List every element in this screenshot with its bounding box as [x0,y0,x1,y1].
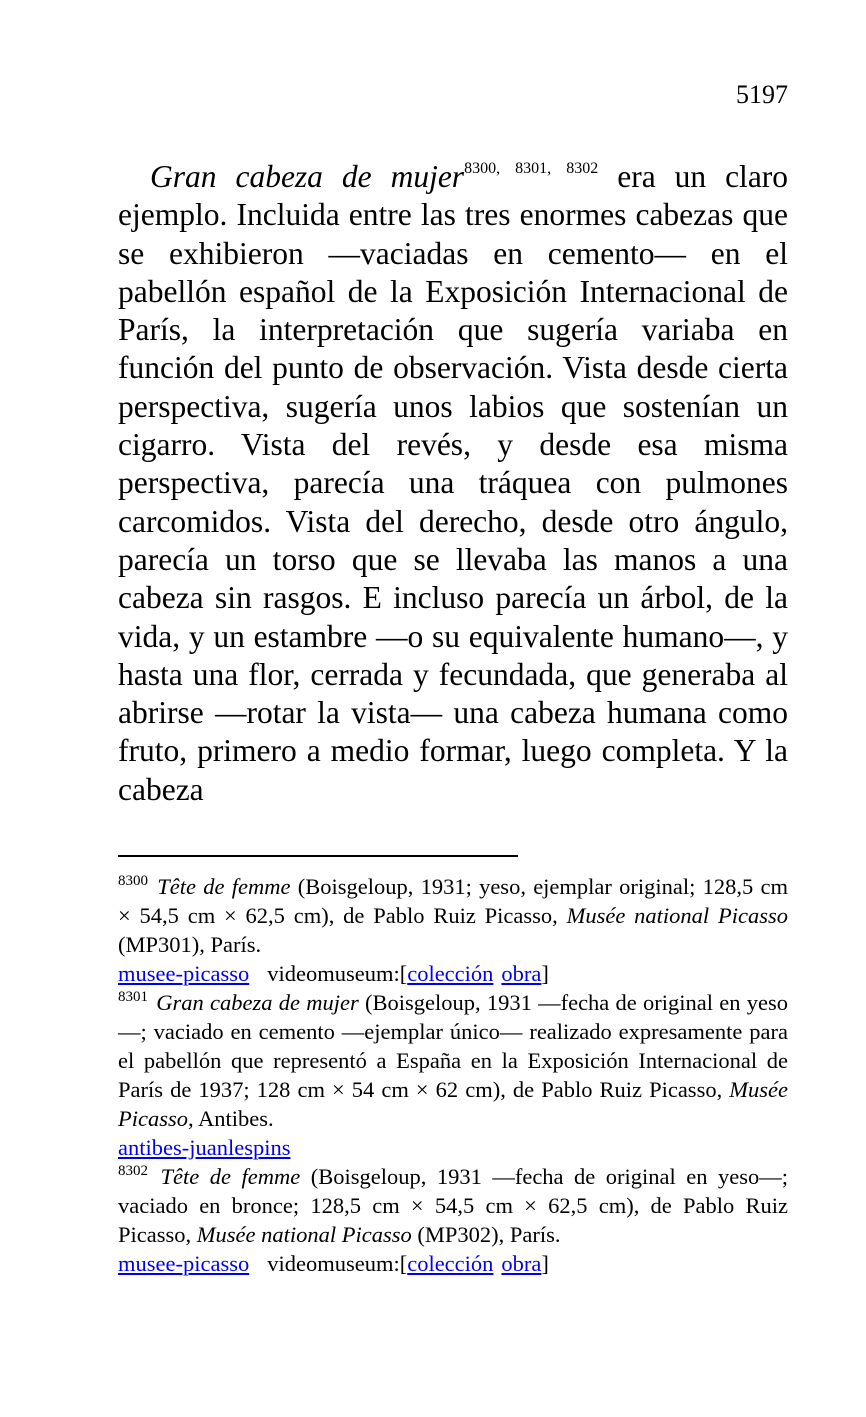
footnote-8300 [118,872,788,959]
link-obra[interactable]: obra [501,961,542,986]
footnote-links-8301 [118,1133,788,1162]
link-musee-picasso[interactable]: musee-picasso [118,961,250,986]
footnote-title: Gran cabeza de mujer [156,990,359,1015]
link-antibes-juanlespins[interactable]: antibes-juanlespins [118,1135,291,1160]
museum-name: Musée national Picasso [196,1222,412,1247]
bracket-close: ] [541,961,549,986]
museum-name: Musée national Picasso [566,903,788,928]
footnote-number: 8300 [118,873,148,889]
footnotes [118,872,788,1278]
footnote-refs[interactable]: 8300, 8301, 8302 [464,160,599,177]
bracket-close: ] [541,1251,549,1276]
videomuseum-label: videomuseum:[ [267,1251,408,1276]
link-coleccion[interactable]: colección [407,961,494,986]
footnote-text: (Boisgeloup, 1931 —fecha de original en yeso—; vaciado en bronce; 128,5 cm × 54,5 cm × 62,5 cm), de Pablo Ruiz Picasso, [118,1164,789,1247]
footnote-number: 8302 [118,1163,148,1179]
footnote-number: 8301 [118,989,148,1005]
footnote-8302 [118,1162,788,1249]
footnote-text-end: (MP301), París. [118,932,262,957]
link-coleccion[interactable]: colección [407,1251,494,1276]
page-number: 5197 [736,80,788,109]
body-text: era un claro ejemplo. Incluida entre las tres enormes cabezas que se exhibieron —vaciadas en cemento— en el pabellón español de la Exposición Internacional de París, la interpretación que sugería variaba en función del punto de observación. Vista desde cierta perspectiva, sugería unos labios que sostenían un cigarro. Vista del revés, y desde esa misma perspectiva, parecía una tráquea con pulmones carcomidos. Vista del derecho, desde otro ángulo, parecía un torso que se llevaba las manos a una cabeza sin rasgos. E incluso parecía un árbol, de la vida, y un estambre —o su equivalente humano—, y hasta una flor, cerrada y fecundada, que generaba al abrirse —rotar la vista— una cabeza humana como fruto, primero a medio formar, luego completa. Y la cabeza [118,159,789,807]
museum-name: Musée Picasso [118,1077,788,1131]
footnote-8301 [118,988,788,1133]
link-obra[interactable]: obra [501,1251,542,1276]
footnote-links-8300 [118,959,788,988]
videomuseum-label: videomuseum:[ [267,961,408,986]
footnote-text: (Boisgeloup, 1931; yeso, ejemplar original; 128,5 cm × 54,5 cm × 62,5 cm), de Pablo Ruiz Picasso, [118,874,788,928]
footnote-text: (Boisgeloup, 1931 —fecha de original en yeso—; vaciado en cemento —ejemplar único— realizado expresamente para el pabellón que representó a España en la Exposición Internacional de París de 1937; 128 cm × 54 cm × 62 cm), de Pablo Ruiz Picasso, [118,990,788,1102]
link-musee-picasso[interactable]: musee-picasso [118,1251,250,1276]
footnote-title: Tête de femme [157,874,291,899]
footnote-divider [118,855,518,857]
footnote-links-8302 [118,1249,788,1278]
artwork-title: Gran cabeza de mujer [150,159,465,194]
footnote-text-end: (MP302), París. [411,1222,561,1247]
footnote-text-end: , Antibes. [188,1106,274,1131]
footnote-title: Tête de femme [160,1164,301,1189]
body-paragraph [118,158,788,809]
